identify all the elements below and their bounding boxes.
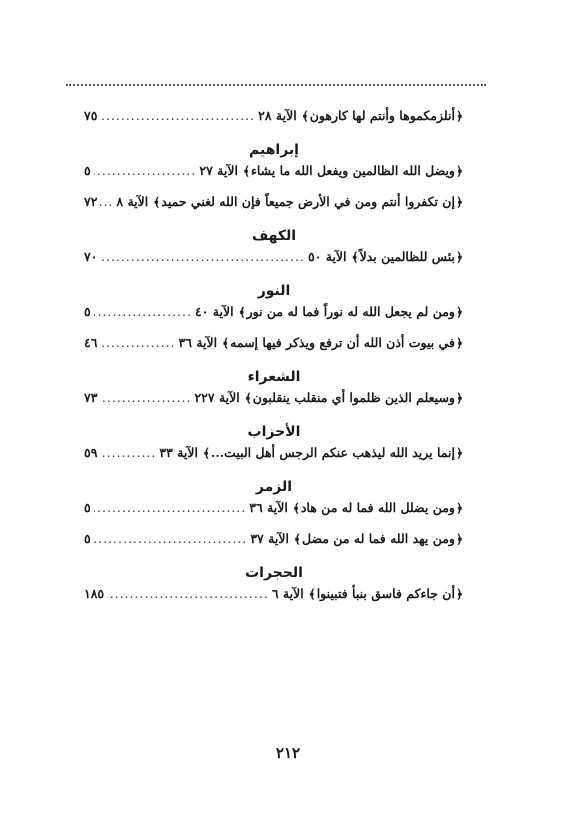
verse-text: في بيوت أذن الله أن ترفع ويذكر فيها إسمه [230,335,455,350]
verse-reference: الآية ٣٦ [178,335,218,350]
page-reference: ٥ [84,500,91,515]
brace-open: ﴿ [455,446,463,460]
brace-open: ﴿ [455,305,463,319]
verse-entry [84,445,464,476]
verse-entry [84,335,464,366]
dot-leader [94,531,248,546]
verse-reference: الآية ٥٠ [307,249,347,264]
dot-leader [100,445,156,460]
verse-entry [84,163,464,194]
page-reference: ٧٠ [84,249,98,264]
brace-close: ﴾ [202,446,210,460]
brace-open: ﴿ [455,501,463,515]
verse-text: ومن يهد الله فما له من مضل [301,531,455,546]
dot-leader [94,304,192,319]
dot-leader [100,194,113,209]
brace-close: ﴾ [222,336,230,350]
brace-open: ﴿ [455,532,463,546]
verse-entry [84,586,464,617]
verse-reference: الآية ٢٧ [199,163,238,178]
dot-leader [100,108,255,123]
surah-heading: النور [257,283,291,299]
verse-reference: الآية ٦ [271,586,304,601]
page-reference: ٧٥ [84,108,98,123]
surah-heading: الحجرات [245,565,303,581]
dot-leader [100,335,175,350]
page-reference: ١٨٥ [84,586,105,601]
brace-open: ﴿ [455,164,463,178]
surah-heading: الكهف [251,228,297,244]
verse-text: إنما يريد الله ليذهب عنكم الرجس أهل البيت... [210,445,455,460]
brace-open: ﴿ [455,336,463,350]
verse-text: بئس للظالمين بدلاً [359,249,455,264]
page-reference: ٥ [84,163,91,178]
dot-leader [94,163,197,178]
dot-leader [100,390,191,405]
verse-entry [84,304,464,335]
page-number: ٢١٢ [275,744,301,762]
verse-text: ومن يضلل الله فما له من هاد [300,500,455,515]
brace-close: ﴾ [351,250,359,264]
brace-close: ﴾ [301,109,309,123]
verse-entry [84,194,464,225]
verse-reference: الآية ٢٨ [258,108,297,123]
brace-close: ﴾ [292,501,300,515]
page-reference: ٥ [84,304,91,319]
page-reference: ٥٩ [84,445,98,460]
surah-heading: إبراهيم [249,142,299,158]
brace-close: ﴾ [153,195,161,209]
verse-text: أنلزمكموها وأنتم لها كارهون [309,108,455,123]
dot-leader [100,249,305,264]
verse-entry [84,500,464,531]
brace-open: ﴿ [455,250,463,264]
verse-entry [84,531,464,562]
dot-leader [107,586,269,601]
brace-open: ﴿ [455,587,463,601]
top-dotted-rule [66,84,486,86]
verse-reference: الآية ٣٦ [249,500,288,515]
surah-heading: الشعراء [247,369,301,385]
verse-reference: الآية ٣٧ [250,531,289,546]
surah-heading: الزمر [255,479,293,495]
verse-reference: الآية ٤٠ [194,304,234,319]
verse-text: أن جاءكم فاسق بنبأ فتبينوا [316,586,455,601]
page-reference: ٧٢ [84,194,98,209]
page-reference: ٧٣ [84,390,98,405]
verse-index [84,108,464,617]
brace-open: ﴿ [455,109,463,123]
verse-entry [84,108,464,139]
surah-heading: الأحزاب [247,424,301,440]
verse-reference: الآية ٢٢٧ [194,390,240,405]
page-reference: ٥ [84,531,91,546]
verse-text: وسيعلم الذين ظلموا أي منقلب ينقلبون [252,390,455,405]
dot-leader [94,500,247,515]
brace-close: ﴾ [238,305,246,319]
verse-entry [84,390,464,421]
verse-reference: الآية ٨ [116,194,149,209]
brace-close: ﴾ [293,532,301,546]
brace-close: ﴾ [244,391,252,405]
brace-open: ﴿ [455,195,463,209]
brace-close: ﴾ [242,164,250,178]
brace-close: ﴾ [308,587,316,601]
brace-open: ﴿ [455,391,463,405]
verse-entry [84,249,464,280]
verse-text: إن تكفروا أنتم ومن في الأرض جميعاً فإن الله لغني حميد [161,194,455,209]
verse-text: ومن لم يجعل الله له نوراً فما له من نور [246,304,455,319]
page-reference: ٤٦ [84,335,98,350]
verse-text: ويضل الله الظالمين ويفعل الله ما يشاء [250,163,455,178]
verse-reference: الآية ٣٣ [159,445,198,460]
